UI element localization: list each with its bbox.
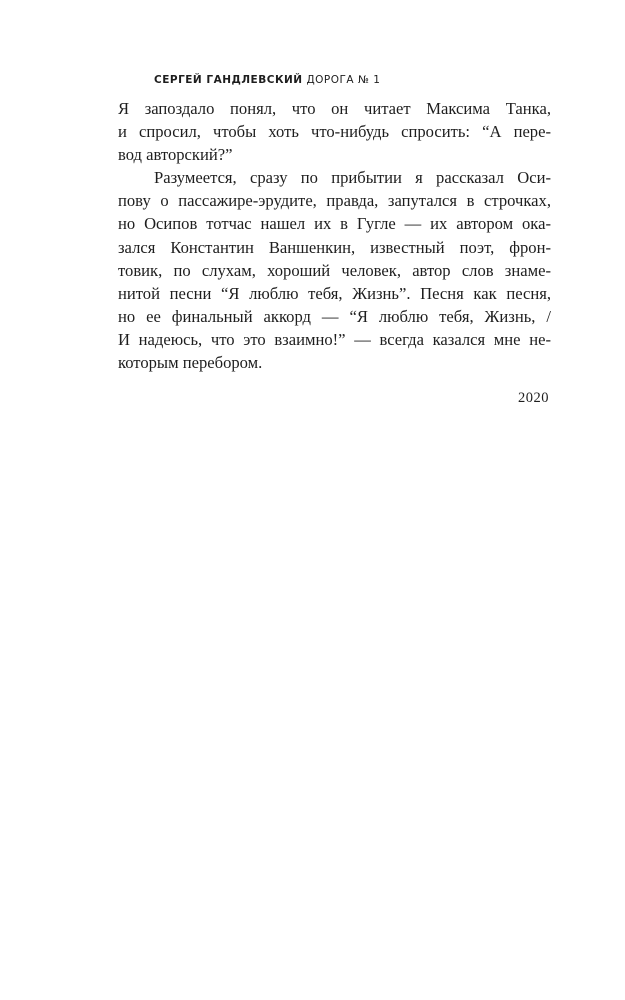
text-line: Разумеется, сразу по прибытии я рассказал Оси- (154, 168, 551, 188)
text-line: зался Константин Ваншенкин, известный поэт, фрон- (118, 237, 551, 257)
text-line: товик, по слухам, хороший человек, автор слов знаме- (118, 260, 551, 280)
text-line: вод авторский?” (118, 145, 233, 165)
text-line: Я запоздало понял, что он читает Максима Танка, (118, 99, 551, 118)
paragraph-2 (118, 166, 551, 374)
text-line: но Осипов тотчас нашел их в Гугле — их автором ока- (118, 214, 551, 234)
text-line: но ее финальный аккорд — “Я люблю тебя, Жизнь, / (118, 306, 551, 326)
text-line: которым перебором. (118, 353, 263, 373)
text-line: нитой песни “Я люблю тебя, Жизнь”. Песня как песня, (118, 283, 551, 303)
running-head (154, 74, 380, 86)
running-head-author: СЕРГЕЙ ГАНДЛЕВСКИЙ (154, 74, 303, 86)
text-line: И надеюсь, что это взаимно!” — всегда казался мне не- (118, 329, 551, 349)
running-head-title: ДОРОГА № 1 (306, 74, 381, 86)
body-text (118, 97, 551, 374)
paragraph-1 (118, 97, 551, 166)
text-line: пову о пассажире-эрудите, правда, запутался в строчках, (118, 191, 551, 211)
text-line: и спросил, чтобы хоть что-нибудь спросить: “А пере- (118, 122, 551, 142)
date: 2020 (518, 390, 549, 406)
